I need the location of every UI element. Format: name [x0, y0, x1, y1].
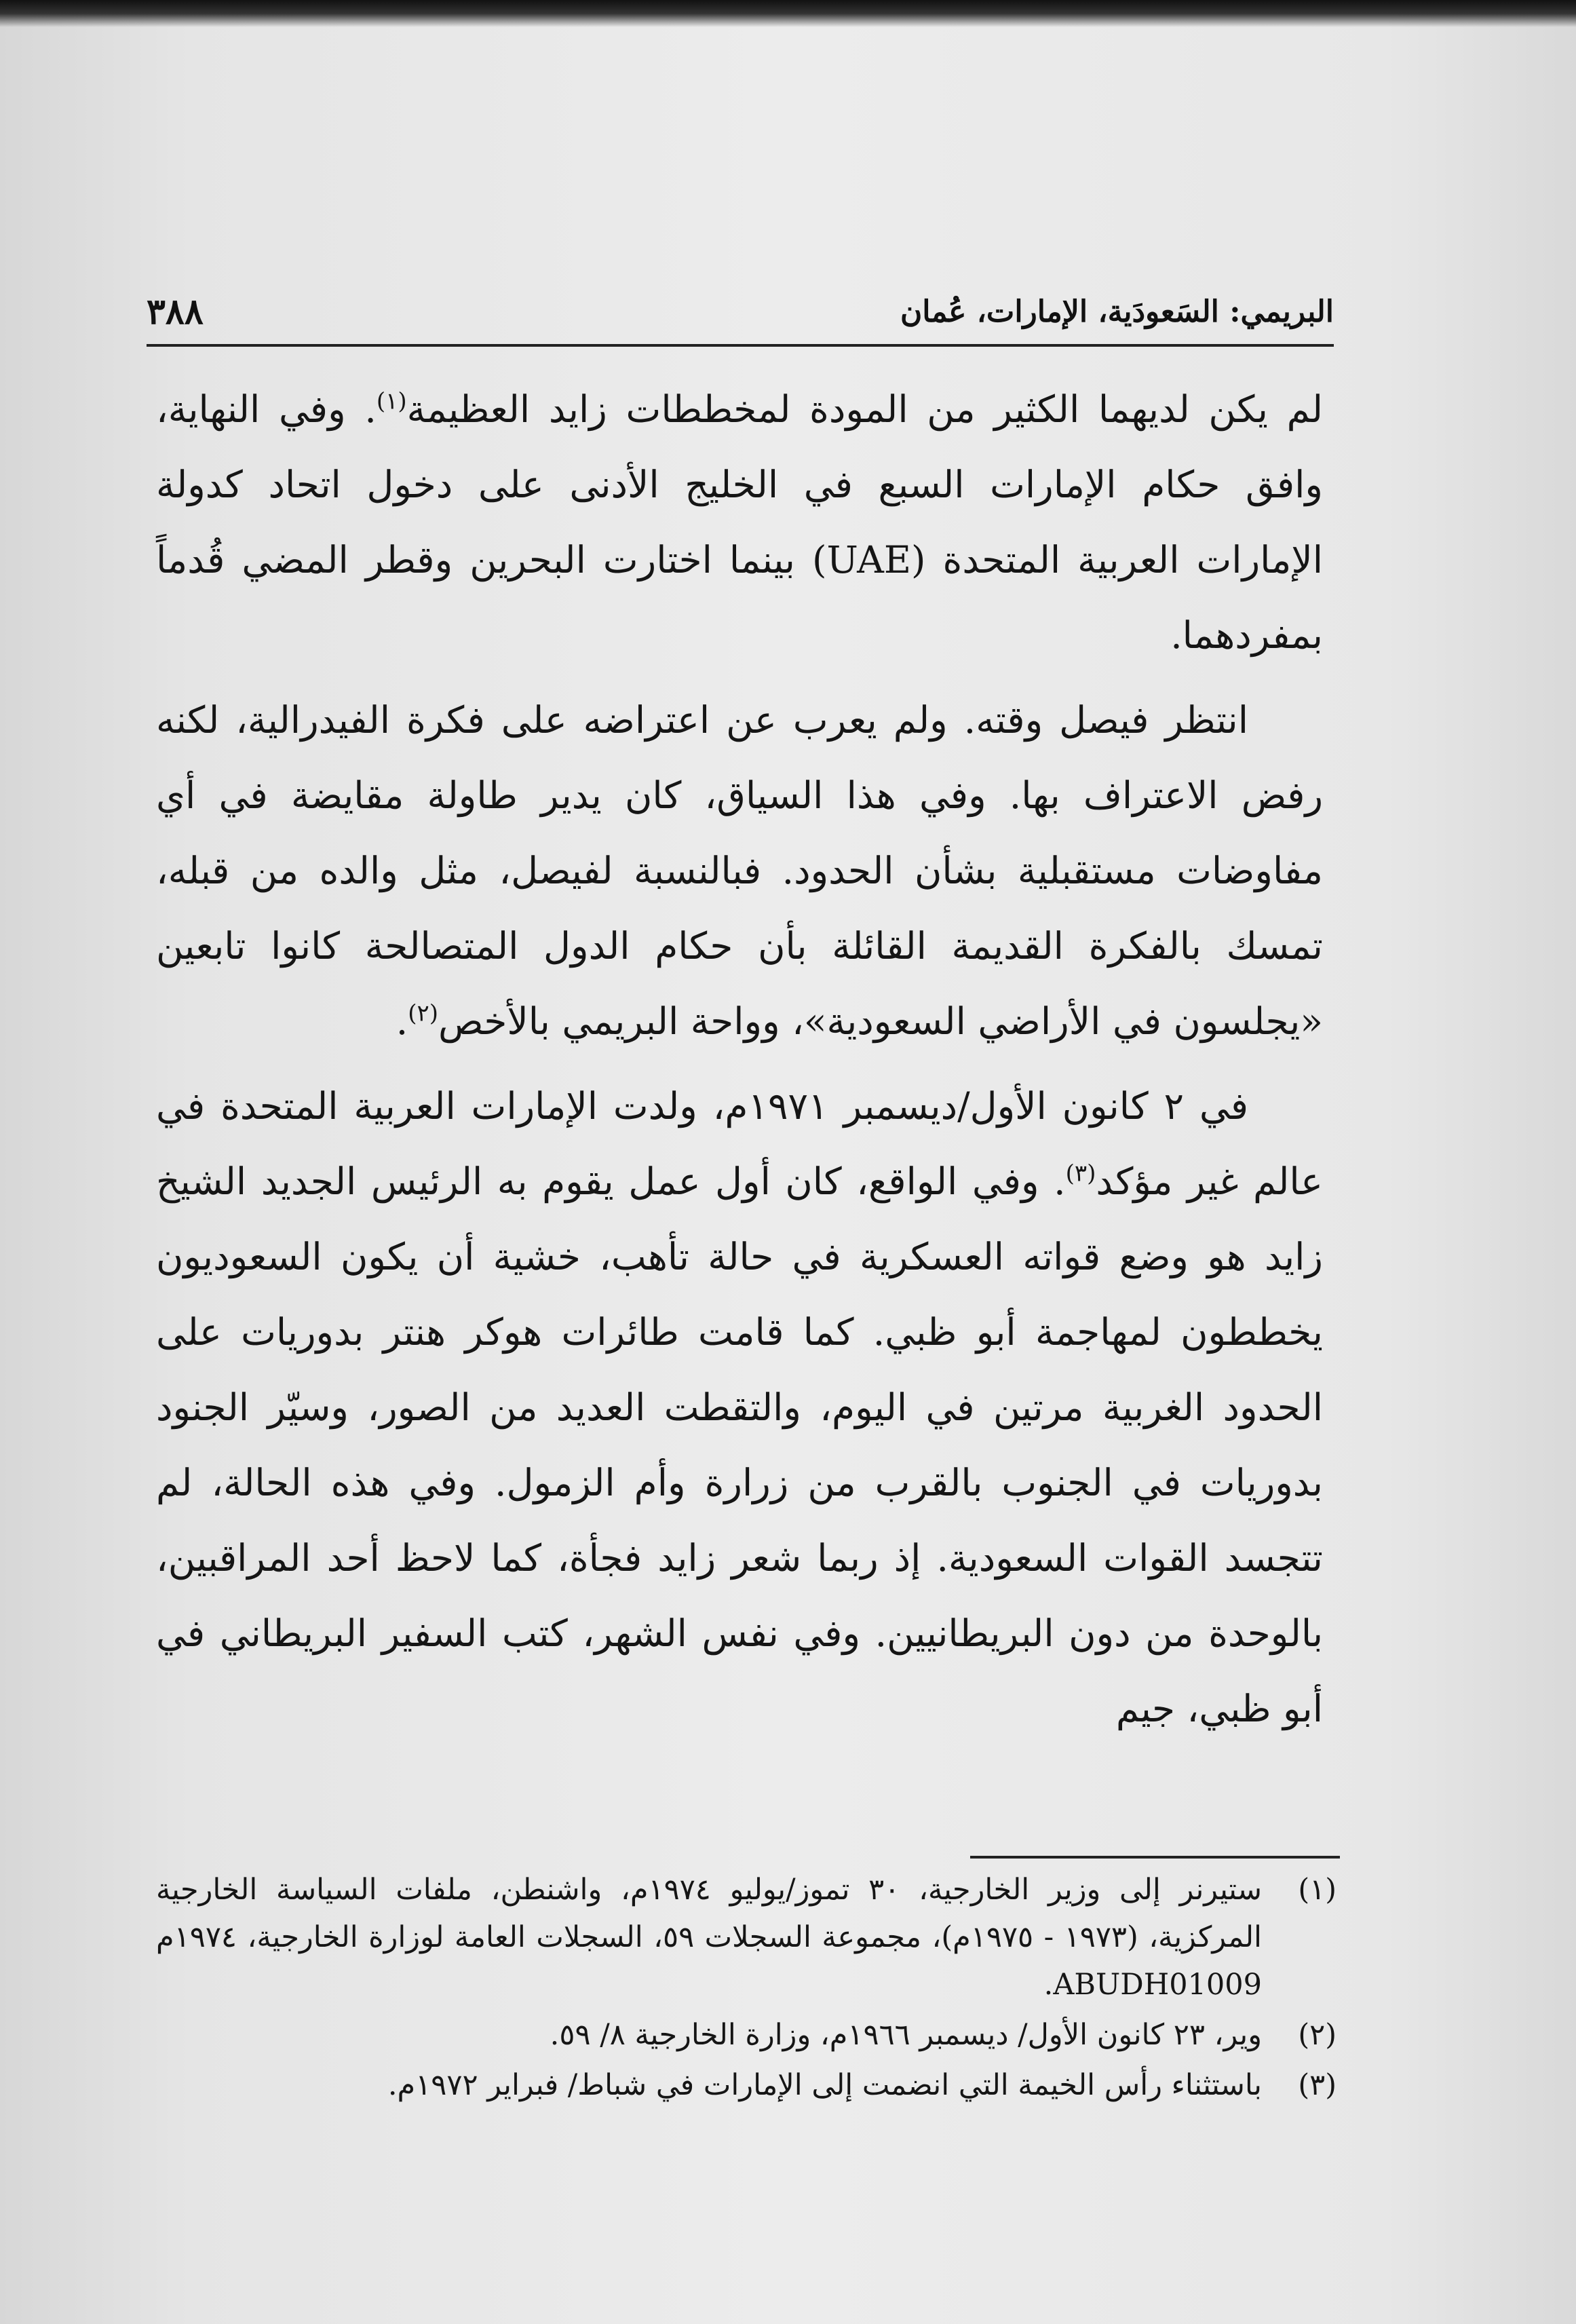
paragraph-2-text: انتظر فيصل وقته. ولم يعرب عن اعتراضه على فكرة الفيدرالية، لكنه رفض الاعتراف بها. وفي هذا السياق، كان يدير طاولة مقايضة في أي مفاوضات مستقبلية بشأن الحدود. فبالنسبة لفيصل، مثل والده من قبله، تمسك بالفكرة القديمة القائلة بأن حكام الدول المتصالحة كانوا تابعين «يجلسون في الأراضي السعودية»، وواحة البريمي بالأخص: [156, 698, 1323, 1043]
footnote-3: [156, 2061, 1337, 2109]
paragraph-3-after: . وفي الواقع، كان أول عمل يقوم به الرئيس الجديد الشيخ زايد هو وضع قواته العسكرية في حالة تأهب، خشية أن يكون السعوديون يخططون لمهاجمة أبو ظبي. كما قامت طائرات هوكر هنتر بدوريات على الحدود الغربية مرتين في اليوم، والتقطت العديد من الصور، وسيّر الجنود بدوريات في الجنوب بالقرب من زرارة وأم الزمول. وفي هذه الحالة، لم تتجسد القوات السعودية. إذ ربما شعر زايد فجأة، كما لاحظ أحد المراقبين، بالوحدة من دون البريطانيين. وفي نفس الشهر، كتب السفير البريطاني في أبو ظبي، جيم: [156, 1160, 1323, 1730]
footnote-ref-1: (١): [376, 387, 407, 415]
footnote-1-text: ستيرنر إلى وزير الخارجية، ٣٠ تموز/يوليو ١٩٧٤م، واشنطن، ملفات السياسة الخارجية المركزية، (١٩٧٣ - ١٩٧٥م)، مجموعة السجلات ٥٩، السجلات العامة لوزارة الخارجية، ١٩٧٤م ABUDH01009.: [156, 1873, 1262, 2002]
main-body-text: [156, 372, 1323, 1756]
footnote-ref-3: (٣): [1065, 1160, 1096, 1187]
paragraph-3-text: في ٢ كانون الأول/ديسمبر ١٩٧١م، ولدت الإمارات العربية المتحدة في عالم غير مؤكد: [156, 1084, 1323, 1203]
page-number: ٣٨٨: [147, 291, 204, 332]
footnote-2: [156, 2011, 1337, 2059]
footnote-2-number: (٢): [1298, 2018, 1337, 2052]
footnote-2-text: وير، ٢٣ كانون الأول/ ديسمبر ١٩٦٦م، وزارة الخارجية ٨/ ٥٩.: [550, 2018, 1262, 2052]
paragraph-1-text: لم يكن لديهما الكثير من المودة لمخططات زايد العظيمة: [406, 387, 1323, 431]
footnote-3-number: (٣): [1298, 2068, 1337, 2102]
header-rule: [147, 344, 1334, 347]
footnote-ref-2: (٢): [408, 999, 439, 1027]
paragraph-2: [156, 683, 1323, 1059]
footnote-1-number: (١): [1298, 1873, 1337, 1907]
footnotes: [156, 1866, 1337, 2112]
running-title: البريمي: السَعودَية، الإمارات، عُمان: [900, 294, 1334, 329]
paragraph-2-after: .: [396, 999, 408, 1043]
paragraph-1: [156, 372, 1323, 673]
footnote-rule: [970, 1856, 1340, 1859]
paragraph-1-after: . وفي النهاية، وافق حكام الإمارات السبع في الخليج الأدنى على دخول اتحاد كدولة الإمارات العربية المتحدة (UAE) بينما اختارت البحرين وقطر المضي قُدماً بمفردهما.: [156, 387, 1323, 657]
footnote-1: [156, 1866, 1337, 2008]
page-top-shadow: [0, 0, 1576, 27]
paragraph-3: [156, 1069, 1323, 1747]
footnote-3-text: باستثناء رأس الخيمة التي انضمت إلى الإمارات في شباط/ فبراير ١٩٧٢م.: [387, 2068, 1262, 2102]
page-header: [147, 285, 1334, 339]
